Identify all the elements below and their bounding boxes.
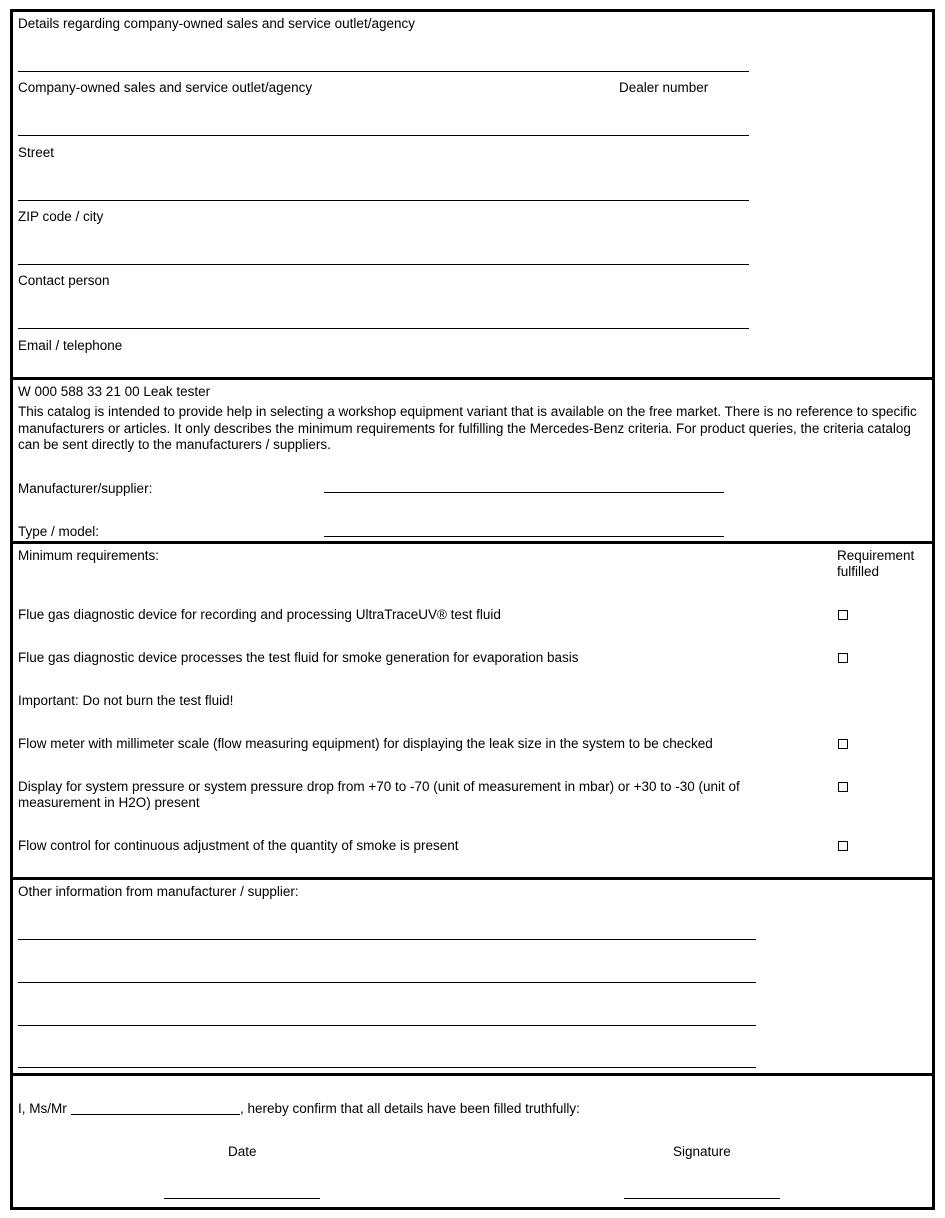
signature-label: Signature — [673, 1144, 731, 1159]
requirement-checkbox[interactable] — [838, 610, 848, 620]
other-info-line[interactable] — [18, 1067, 756, 1068]
requirement-checkbox[interactable] — [838, 782, 848, 792]
requirement-item: Flue gas diagnostic device for recording and processing UltraTraceUV® test fluid — [18, 607, 501, 622]
section-divider — [10, 1073, 935, 1076]
name-field[interactable] — [71, 1114, 240, 1115]
product-title: W 000 588 33 21 00 Leak tester — [18, 384, 211, 399]
manufacturer-label: Manufacturer/supplier: — [18, 481, 153, 496]
street-label: Street — [18, 145, 55, 160]
section-divider — [10, 877, 935, 880]
outlet-heading: Details regarding company-owned sales and service outlet/agency — [18, 16, 415, 31]
requirement-item: Flue gas diagnostic device processes the test fluid for smoke generation for evaporation basis — [18, 650, 579, 665]
important-note: Important: Do not burn the test fluid! — [18, 693, 234, 708]
manufacturer-field[interactable] — [324, 492, 724, 493]
contact-person-field[interactable] — [18, 328, 749, 329]
date-field[interactable] — [164, 1198, 320, 1199]
dealer-number-label: Dealer number — [619, 80, 709, 95]
confirmation-prefix: I, Ms/Mr — [18, 1101, 67, 1116]
section-divider — [10, 541, 935, 544]
fulfilled-header: fulfilled — [837, 564, 880, 579]
requirement-checkbox[interactable] — [838, 841, 848, 851]
street-field[interactable] — [18, 200, 749, 201]
zip-city-field[interactable] — [18, 264, 749, 265]
zip-city-label: ZIP code / city — [18, 209, 104, 224]
fulfilled-header: Requirement — [837, 548, 915, 563]
date-label: Date — [228, 1144, 257, 1159]
confirmation-suffix: , hereby confirm that all details have been filled truthfully: — [240, 1101, 580, 1116]
signature-field[interactable] — [624, 1198, 780, 1199]
outlet-name-field[interactable] — [18, 71, 749, 72]
requirement-item: Flow control for continuous adjustment of the quantity of smoke is present — [18, 838, 459, 853]
email-phone-label: Email / telephone — [18, 338, 123, 353]
contact-person-label: Contact person — [18, 273, 110, 288]
section-divider — [10, 377, 935, 380]
type-model-field[interactable] — [324, 536, 724, 537]
other-info-heading: Other information from manufacturer / supplier: — [18, 884, 299, 899]
outlet-name-label: Company-owned sales and service outlet/agency — [18, 80, 313, 95]
requirements-heading: Minimum requirements: — [18, 548, 160, 563]
requirement-checkbox[interactable] — [838, 653, 848, 663]
other-info-line[interactable] — [18, 939, 756, 940]
other-info-line[interactable] — [18, 1025, 756, 1026]
dealer-number-field[interactable] — [18, 135, 749, 136]
requirement-item: Display for system pressure or system pressure drop from +70 to -70 (unit of measurement in mbar) or +30 to -30 (unit of measurement in H2O) present — [18, 779, 740, 810]
requirement-checkbox[interactable] — [838, 739, 848, 749]
other-info-line[interactable] — [18, 982, 756, 983]
product-description: This catalog is intended to provide help in selecting a workshop equipment variant that is available on the free market. There is no reference to specific manufacturers or articles. It only describes the minimum requirements for fulfilling the Mercedes-Benz criteria. For product queries, the criteria catalog can be sent directly to the manufacturers / suppliers. — [18, 404, 917, 452]
type-model-label: Type / model: — [18, 524, 100, 539]
requirement-item: Flow meter with millimeter scale (flow measuring equipment) for displaying the leak size in the system to be checked — [18, 736, 713, 751]
